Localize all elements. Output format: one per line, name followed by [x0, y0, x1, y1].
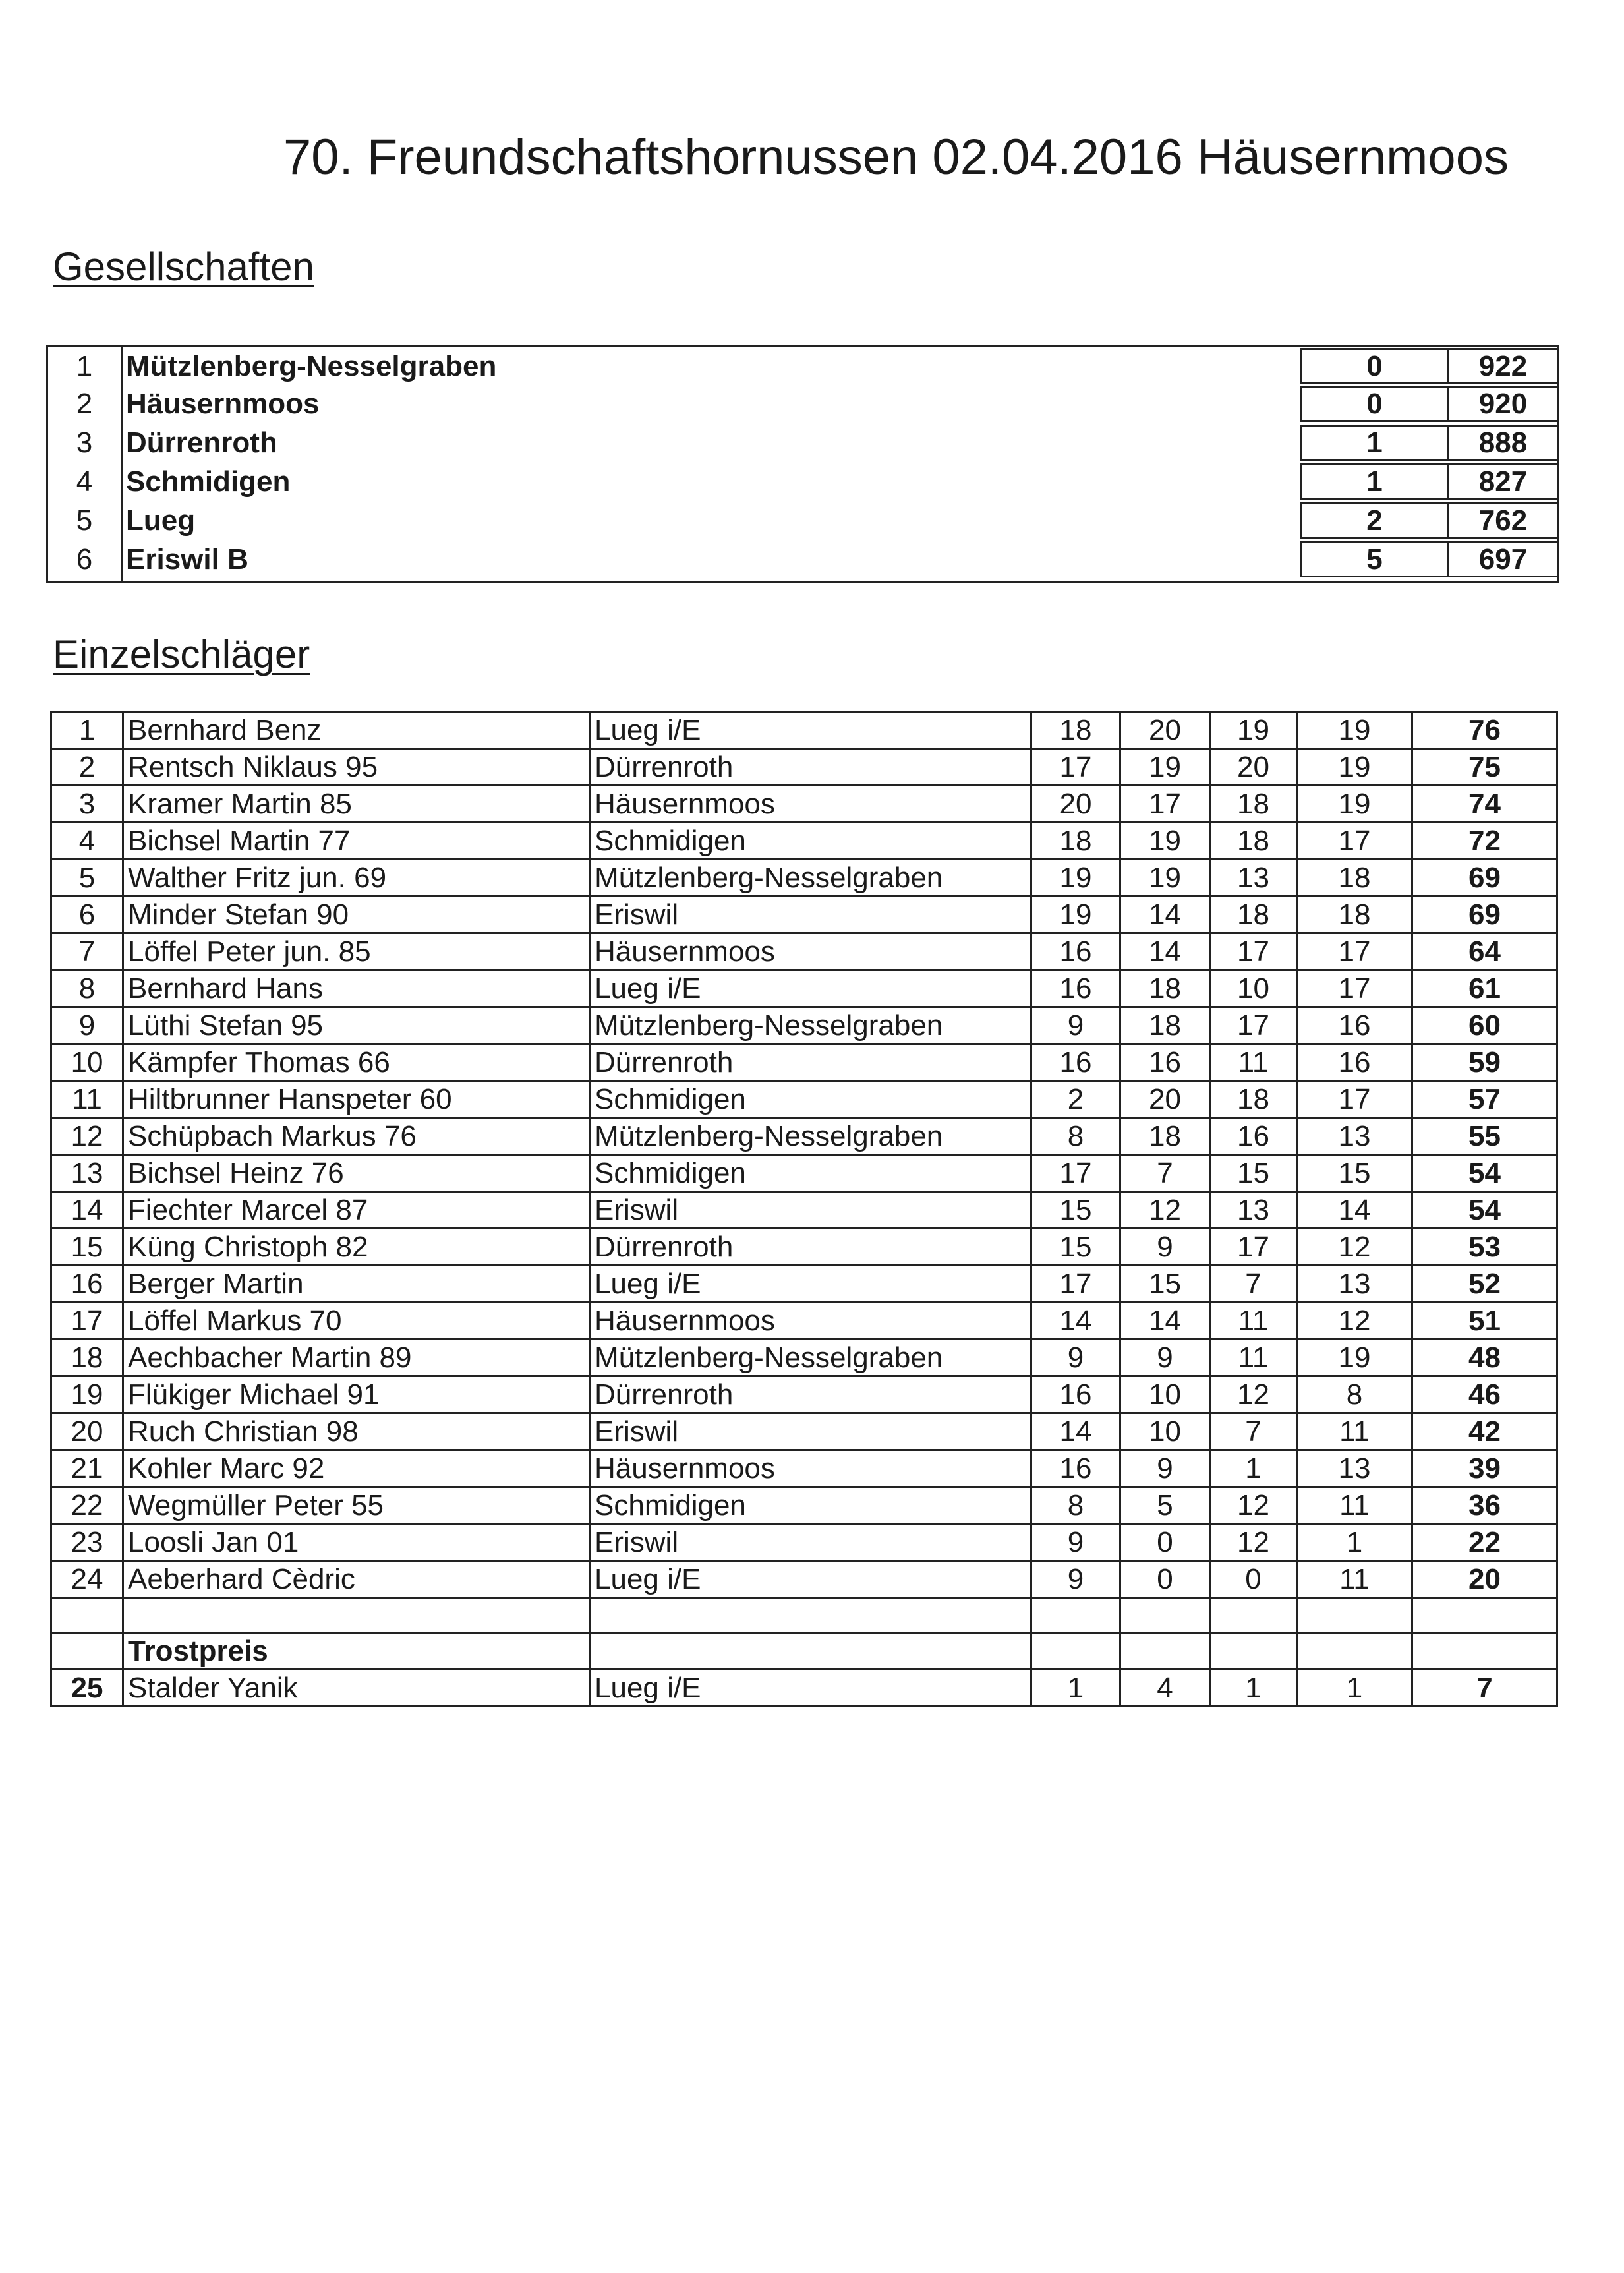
club-misses: 2: [1300, 502, 1449, 539]
club-rank: 2: [76, 388, 93, 420]
consolation-label-row: [51, 1633, 1557, 1670]
player-club: Schmidigen: [590, 823, 1031, 860]
player-rank: 22: [51, 1487, 123, 1524]
score-round-4: 11: [1297, 1413, 1412, 1450]
singles-row: [51, 1670, 1557, 1707]
score-round-1: 16: [1031, 1376, 1120, 1413]
singles-row: [51, 1266, 1557, 1303]
club-name: Dürrenroth: [126, 427, 277, 459]
singles-row: [51, 1192, 1557, 1229]
score-round-3: 19: [1210, 712, 1297, 749]
singles-row: [51, 1007, 1557, 1044]
score-total: 22: [1412, 1524, 1557, 1561]
score-total: 52: [1412, 1266, 1557, 1303]
player-club: Schmidigen: [590, 1081, 1031, 1118]
score-total: 57: [1412, 1081, 1557, 1118]
club-rank: 5: [76, 504, 93, 537]
score-round-2: 4: [1120, 1670, 1210, 1707]
score-round-2: 16: [1120, 1044, 1210, 1081]
player-name: Bernhard Hans: [123, 970, 590, 1007]
score-round-3: 18: [1210, 786, 1297, 823]
score-round-1: 14: [1031, 1413, 1120, 1450]
club-points: 762: [1447, 502, 1559, 539]
score-round-4: 19: [1297, 749, 1412, 786]
player-club: Eriswil: [590, 1524, 1031, 1561]
player-rank: 13: [51, 1155, 123, 1192]
score-total: 64: [1412, 933, 1557, 970]
score-round-1: 15: [1031, 1192, 1120, 1229]
club-points: 922: [1447, 348, 1559, 384]
score-round-1: 16: [1031, 970, 1120, 1007]
player-club: Mützlenberg-Nesselgraben: [590, 1340, 1031, 1376]
player-rank: 4: [51, 823, 123, 860]
player-rank: 14: [51, 1192, 123, 1229]
singles-row: [51, 1450, 1557, 1487]
score-total: 60: [1412, 1007, 1557, 1044]
player-name: Kramer Martin 85: [123, 786, 590, 823]
player-name: Loosli Jan 01: [123, 1524, 590, 1561]
score-round-3: 7: [1210, 1413, 1297, 1450]
score-round-3: 11: [1210, 1303, 1297, 1340]
player-club: Dürrenroth: [590, 1376, 1031, 1413]
score-round-1: 19: [1031, 860, 1120, 897]
player-name: Flükiger Michael 91: [123, 1376, 590, 1413]
score-round-1: 18: [1031, 712, 1120, 749]
player-club: Dürrenroth: [590, 749, 1031, 786]
singles-row: [51, 1524, 1557, 1561]
score-round-3: 1: [1210, 1450, 1297, 1487]
score-round-2: 14: [1120, 897, 1210, 933]
score-round-1: 9: [1031, 1007, 1120, 1044]
score-total: 42: [1412, 1413, 1557, 1450]
score-round-3: 7: [1210, 1266, 1297, 1303]
club-points: 920: [1447, 386, 1559, 422]
score-round-2: 5: [1120, 1487, 1210, 1524]
score-round-2: 10: [1120, 1413, 1210, 1450]
player-club: Mützlenberg-Nesselgraben: [590, 1007, 1031, 1044]
score-total: 7: [1412, 1670, 1557, 1707]
score-round-3: 17: [1210, 933, 1297, 970]
singles-row: [51, 1487, 1557, 1524]
score-round-1: 8: [1031, 1487, 1120, 1524]
player-rank: 23: [51, 1524, 123, 1561]
player-club: Dürrenroth: [590, 1044, 1031, 1081]
player-club: Eriswil: [590, 1413, 1031, 1450]
player-rank: 19: [51, 1376, 123, 1413]
player-name: Löffel Peter jun. 85: [123, 933, 590, 970]
player-club: Häusernmoos: [590, 1450, 1031, 1487]
empty-cell: [1210, 1598, 1297, 1633]
player-name: Hiltbrunner Hanspeter 60: [123, 1081, 590, 1118]
player-rank: 17: [51, 1303, 123, 1340]
singles-row: [51, 712, 1557, 749]
singles-row: [51, 823, 1557, 860]
score-round-1: 17: [1031, 1266, 1120, 1303]
player-name: Schüpbach Markus 76: [123, 1118, 590, 1155]
score-round-4: 14: [1297, 1192, 1412, 1229]
score-round-4: 11: [1297, 1487, 1412, 1524]
score-total: 53: [1412, 1229, 1557, 1266]
singles-row: [51, 1561, 1557, 1598]
score-round-4: 17: [1297, 970, 1412, 1007]
singles-row: [51, 1303, 1557, 1340]
singles-row: [51, 1376, 1557, 1413]
club-misses: 1: [1300, 425, 1449, 461]
player-name: Walther Fritz jun. 69: [123, 860, 590, 897]
singles-row: [51, 1229, 1557, 1266]
club-points: 697: [1447, 541, 1559, 577]
singles-row: [51, 1155, 1557, 1192]
score-round-4: 13: [1297, 1118, 1412, 1155]
player-name: Bernhard Benz: [123, 712, 590, 749]
player-rank: 10: [51, 1044, 123, 1081]
page-title: 70. Freundschaftshornussen 02.04.2016 Häusernmoos: [283, 129, 1509, 185]
score-round-2: 20: [1120, 712, 1210, 749]
score-total: 20: [1412, 1561, 1557, 1598]
score-round-3: 20: [1210, 749, 1297, 786]
score-round-1: 19: [1031, 897, 1120, 933]
player-rank: 9: [51, 1007, 123, 1044]
score-round-2: 15: [1120, 1266, 1210, 1303]
empty-cell: [1297, 1633, 1412, 1670]
player-club: Häusernmoos: [590, 933, 1031, 970]
score-round-4: 13: [1297, 1450, 1412, 1487]
empty-cell: [1031, 1598, 1120, 1633]
score-total: 55: [1412, 1118, 1557, 1155]
score-round-1: 1: [1031, 1670, 1120, 1707]
score-round-3: 17: [1210, 1007, 1297, 1044]
score-round-4: 17: [1297, 1081, 1412, 1118]
clubs-heading: Gesellschaften: [53, 245, 314, 289]
singles-row: [51, 1118, 1557, 1155]
player-name: Aechbacher Martin 89: [123, 1340, 590, 1376]
score-round-4: 16: [1297, 1007, 1412, 1044]
player-rank: 20: [51, 1413, 123, 1450]
score-round-3: 0: [1210, 1561, 1297, 1598]
singles-row: [51, 786, 1557, 823]
singles-row: [51, 1340, 1557, 1376]
score-round-1: 20: [1031, 786, 1120, 823]
score-round-1: 8: [1031, 1118, 1120, 1155]
player-name: Küng Christoph 82: [123, 1229, 590, 1266]
score-round-1: 16: [1031, 1450, 1120, 1487]
score-total: 61: [1412, 970, 1557, 1007]
score-round-4: 17: [1297, 933, 1412, 970]
player-name: Wegmüller Peter 55: [123, 1487, 590, 1524]
empty-cell: [590, 1598, 1031, 1633]
score-round-2: 20: [1120, 1081, 1210, 1118]
player-rank: 2: [51, 749, 123, 786]
score-round-4: 15: [1297, 1155, 1412, 1192]
score-round-4: 17: [1297, 823, 1412, 860]
score-round-4: 11: [1297, 1561, 1412, 1598]
player-rank: 7: [51, 933, 123, 970]
empty-cell: [1120, 1633, 1210, 1670]
score-total: 75: [1412, 749, 1557, 786]
club-name: Häusernmoos: [126, 388, 320, 420]
score-total: 46: [1412, 1376, 1557, 1413]
empty-cell: [1031, 1633, 1120, 1670]
score-round-2: 7: [1120, 1155, 1210, 1192]
player-club: Eriswil: [590, 1192, 1031, 1229]
score-round-2: 19: [1120, 860, 1210, 897]
score-round-2: 12: [1120, 1192, 1210, 1229]
player-name: Kohler Marc 92: [123, 1450, 590, 1487]
score-round-2: 17: [1120, 786, 1210, 823]
score-round-2: 19: [1120, 749, 1210, 786]
singles-row: [51, 860, 1557, 897]
score-total: 39: [1412, 1450, 1557, 1487]
player-name: Berger Martin: [123, 1266, 590, 1303]
club-name: Schmidigen: [126, 465, 291, 498]
score-round-4: 18: [1297, 897, 1412, 933]
player-rank: 1: [51, 712, 123, 749]
score-round-3: 12: [1210, 1487, 1297, 1524]
score-round-2: 18: [1120, 1007, 1210, 1044]
score-round-2: 14: [1120, 933, 1210, 970]
club-points: 827: [1447, 463, 1559, 500]
player-rank: 16: [51, 1266, 123, 1303]
score-round-2: 19: [1120, 823, 1210, 860]
player-rank: 24: [51, 1561, 123, 1598]
score-round-3: 18: [1210, 897, 1297, 933]
score-round-1: 16: [1031, 1044, 1120, 1081]
score-round-4: 19: [1297, 786, 1412, 823]
player-club: Lueg i/E: [590, 712, 1031, 749]
score-round-3: 13: [1210, 1192, 1297, 1229]
score-round-1: 9: [1031, 1561, 1120, 1598]
player-rank: 11: [51, 1081, 123, 1118]
player-name: Stalder Yanik: [123, 1670, 590, 1707]
player-club: Schmidigen: [590, 1487, 1031, 1524]
singles-row: [51, 897, 1557, 933]
player-club: Lueg i/E: [590, 1266, 1031, 1303]
score-round-2: 9: [1120, 1450, 1210, 1487]
player-rank: 8: [51, 970, 123, 1007]
player-rank: 25: [51, 1670, 123, 1707]
player-name: Fiechter Marcel 87: [123, 1192, 590, 1229]
empty-cell: [51, 1598, 123, 1633]
club-row: [48, 501, 1557, 540]
score-round-4: 12: [1297, 1303, 1412, 1340]
score-round-3: 12: [1210, 1524, 1297, 1561]
score-round-4: 16: [1297, 1044, 1412, 1081]
score-total: 72: [1412, 823, 1557, 860]
club-points: 888: [1447, 425, 1559, 461]
score-total: 36: [1412, 1487, 1557, 1524]
score-round-4: 13: [1297, 1266, 1412, 1303]
club-misses: 5: [1300, 541, 1449, 577]
empty-cell: [123, 1598, 590, 1633]
score-total: 76: [1412, 712, 1557, 749]
score-round-4: 19: [1297, 1340, 1412, 1376]
score-round-3: 1: [1210, 1670, 1297, 1707]
score-round-2: 18: [1120, 1118, 1210, 1155]
club-name: Mützlenberg-Nesselgraben: [126, 350, 497, 382]
player-rank: 3: [51, 786, 123, 823]
player-rank: 18: [51, 1340, 123, 1376]
score-round-1: 16: [1031, 933, 1120, 970]
player-name: Aeberhard Cèdric: [123, 1561, 590, 1598]
player-club: Lueg i/E: [590, 970, 1031, 1007]
score-total: 54: [1412, 1192, 1557, 1229]
score-round-1: 18: [1031, 823, 1120, 860]
player-rank: 15: [51, 1229, 123, 1266]
player-name: Löffel Markus 70: [123, 1303, 590, 1340]
score-round-3: 11: [1210, 1044, 1297, 1081]
club-misses: 0: [1300, 348, 1449, 384]
club-rank: 1: [76, 350, 93, 382]
club-misses: 0: [1300, 386, 1449, 422]
player-name: Bichsel Martin 77: [123, 823, 590, 860]
score-round-4: 1: [1297, 1524, 1412, 1561]
score-round-3: 12: [1210, 1376, 1297, 1413]
club-row: [48, 540, 1557, 579]
score-round-4: 12: [1297, 1229, 1412, 1266]
club-rank: 6: [76, 543, 93, 576]
singles-row: [51, 1081, 1557, 1118]
score-round-3: 13: [1210, 860, 1297, 897]
score-round-2: 18: [1120, 970, 1210, 1007]
player-name: Bichsel Heinz 76: [123, 1155, 590, 1192]
player-name: Kämpfer Thomas 66: [123, 1044, 590, 1081]
score-total: 74: [1412, 786, 1557, 823]
score-round-4: 1: [1297, 1670, 1412, 1707]
score-total: 51: [1412, 1303, 1557, 1340]
player-rank: 12: [51, 1118, 123, 1155]
club-rank: 3: [76, 427, 93, 459]
consolation-label: Trostpreis: [123, 1633, 590, 1670]
score-total: 54: [1412, 1155, 1557, 1192]
club-row: [48, 462, 1557, 501]
score-round-1: 15: [1031, 1229, 1120, 1266]
score-round-4: 19: [1297, 712, 1412, 749]
empty-cell: [1120, 1598, 1210, 1633]
club-row: [48, 347, 1557, 386]
club-row: [48, 384, 1557, 423]
player-club: Dürrenroth: [590, 1229, 1031, 1266]
player-name: Lüthi Stefan 95: [123, 1007, 590, 1044]
player-club: Lueg i/E: [590, 1670, 1031, 1707]
score-total: 69: [1412, 897, 1557, 933]
score-round-3: 11: [1210, 1340, 1297, 1376]
score-round-3: 17: [1210, 1229, 1297, 1266]
player-club: Mützlenberg-Nesselgraben: [590, 1118, 1031, 1155]
score-round-3: 16: [1210, 1118, 1297, 1155]
empty-cell: [1297, 1598, 1412, 1633]
singles-row: [51, 1413, 1557, 1450]
score-round-1: 17: [1031, 749, 1120, 786]
score-round-2: 10: [1120, 1376, 1210, 1413]
player-club: Häusernmoos: [590, 1303, 1031, 1340]
player-name: Ruch Christian 98: [123, 1413, 590, 1450]
player-name: Rentsch Niklaus 95: [123, 749, 590, 786]
empty-cell: [1412, 1598, 1557, 1633]
score-round-2: 14: [1120, 1303, 1210, 1340]
player-club: Häusernmoos: [590, 786, 1031, 823]
score-round-3: 15: [1210, 1155, 1297, 1192]
score-total: 69: [1412, 860, 1557, 897]
player-club: Eriswil: [590, 897, 1031, 933]
singles-row: [51, 1044, 1557, 1081]
player-name: Minder Stefan 90: [123, 897, 590, 933]
score-round-1: 9: [1031, 1340, 1120, 1376]
club-name: Eriswil B: [126, 543, 248, 576]
score-round-4: 18: [1297, 860, 1412, 897]
singles-row: [51, 749, 1557, 786]
score-round-1: 2: [1031, 1081, 1120, 1118]
singles-row: [51, 933, 1557, 970]
score-round-3: 18: [1210, 823, 1297, 860]
empty-row: [51, 1598, 1557, 1633]
score-total: 59: [1412, 1044, 1557, 1081]
score-round-2: 9: [1120, 1229, 1210, 1266]
singles-heading: Einzelschläger: [53, 632, 310, 676]
empty-cell: [1210, 1633, 1297, 1670]
clubs-table: [46, 345, 1559, 583]
club-misses: 1: [1300, 463, 1449, 500]
club-rank: 4: [76, 465, 93, 498]
club-row: [48, 423, 1557, 462]
player-club: Lueg i/E: [590, 1561, 1031, 1598]
player-rank: 5: [51, 860, 123, 897]
empty-cell: [1412, 1633, 1557, 1670]
score-round-4: 8: [1297, 1376, 1412, 1413]
player-club: Schmidigen: [590, 1155, 1031, 1192]
score-total: 48: [1412, 1340, 1557, 1376]
score-round-3: 18: [1210, 1081, 1297, 1118]
player-rank: 6: [51, 897, 123, 933]
singles-row: [51, 970, 1557, 1007]
score-round-3: 10: [1210, 970, 1297, 1007]
score-round-2: 0: [1120, 1524, 1210, 1561]
score-round-2: 0: [1120, 1561, 1210, 1598]
score-round-1: 14: [1031, 1303, 1120, 1340]
empty-cell: [51, 1633, 123, 1670]
player-club: Mützlenberg-Nesselgraben: [590, 860, 1031, 897]
singles-table: [50, 711, 1558, 1707]
club-name: Lueg: [126, 504, 196, 537]
empty-cell: [590, 1633, 1031, 1670]
score-round-1: 9: [1031, 1524, 1120, 1561]
score-round-1: 17: [1031, 1155, 1120, 1192]
player-rank: 21: [51, 1450, 123, 1487]
score-round-2: 9: [1120, 1340, 1210, 1376]
